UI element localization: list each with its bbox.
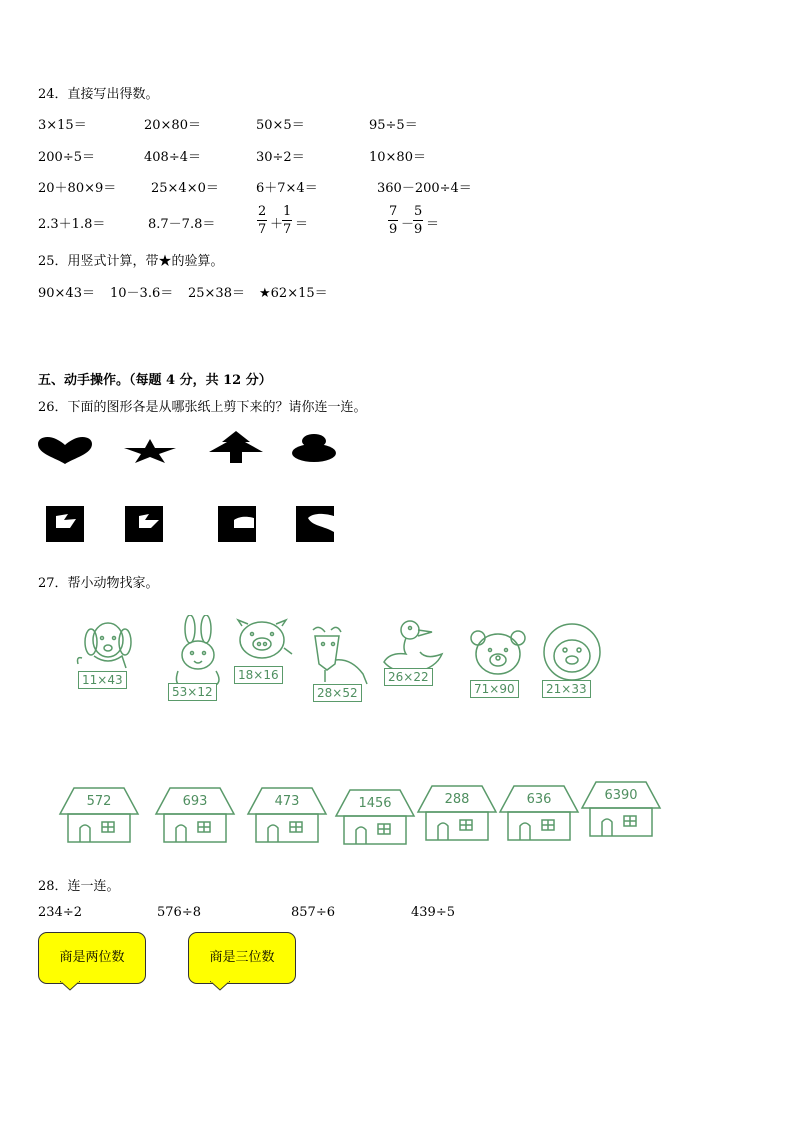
animal-pig: [232, 618, 296, 690]
animal-rabbit: [166, 615, 230, 705]
house-1: [58, 784, 140, 846]
animal-monkey: [538, 622, 608, 704]
numerator: 5: [414, 204, 423, 219]
animal-sign: 26×22: [384, 668, 433, 686]
animal-sign: 18×16: [234, 666, 283, 684]
animal-sign: 53×12: [168, 683, 217, 701]
equals-sign: ＝: [426, 217, 440, 232]
bubble-two-digit: 商是两位数: [38, 932, 146, 984]
q24-r1-c1: 3×15＝: [38, 118, 87, 133]
q25-item-1: 90×43＝: [38, 286, 95, 301]
denominator: 9: [414, 222, 423, 237]
q24-r3-c4: 360－200÷4＝: [377, 181, 472, 196]
q24-r2-c2: 408÷4＝: [144, 150, 201, 165]
cut-paper-2: [125, 506, 163, 542]
animal-goat: [305, 624, 377, 708]
numerator: 7: [389, 204, 398, 219]
bubble-tail-1: [60, 981, 80, 991]
q25-item-2: 10－3.6＝: [110, 286, 174, 301]
animal-sign: 21×33: [542, 680, 591, 698]
animal-sign: 11×43: [78, 671, 127, 689]
tree-icon: [209, 431, 263, 463]
cut-paper-3: [218, 506, 256, 542]
animal-sign: 28×52: [313, 684, 362, 702]
house-number: 572: [86, 794, 112, 809]
numerator: 2: [258, 204, 267, 219]
fraction-2-7: [257, 203, 267, 238]
q28-item-1: 234÷2: [38, 905, 82, 920]
denominator: 9: [389, 222, 398, 237]
q25-title: 25．用竖式计算，带★的验算。: [38, 254, 224, 269]
animal-sign: 71×90: [470, 680, 519, 698]
house-number: 693: [182, 794, 208, 809]
fraction-1-7: [282, 203, 292, 238]
q28-item-3: 857÷6: [291, 905, 335, 920]
cut-paper-1: [46, 506, 84, 542]
q24-r1-c2: 20×80＝: [144, 118, 201, 133]
house-2: [154, 784, 236, 846]
q24-r3-c1: 20＋80×9＝: [38, 181, 117, 196]
equals-sign: ＝: [295, 217, 309, 232]
cut-paper-4: [296, 506, 334, 542]
q24-r2-c1: 200÷5＝: [38, 150, 95, 165]
q28-item-4: 439÷5: [411, 905, 455, 920]
q25-item-4: ★62×15＝: [259, 286, 328, 301]
q25-item-3: 25×38＝: [188, 286, 245, 301]
house-4: [334, 786, 416, 848]
animal-duck: [380, 618, 448, 694]
q24-title: 24．直接写出得数。: [38, 87, 159, 102]
bubble-three-digit: 商是三位数: [188, 932, 296, 984]
animal-bear: [466, 628, 530, 704]
q28-title: 28．连一连。: [38, 879, 120, 894]
house-number: 288: [444, 792, 470, 807]
q24-r4-c1: 2.3＋1.8＝: [38, 217, 106, 232]
numerator: 1: [283, 204, 292, 219]
q24-r2-c3: 30÷2＝: [256, 150, 305, 165]
house-6: [498, 782, 580, 844]
q26-title: 26．下面的图形各是从哪张纸上剪下来的？请你连一连。: [38, 400, 367, 415]
q27-title: 27．帮小动物找家。: [38, 576, 159, 591]
q24-r3-c2: 25×4×0＝: [151, 181, 219, 196]
minus-sign: －: [401, 217, 415, 232]
heart-icon: [38, 436, 92, 464]
section-five-title: 五、动手操作。（每题 4 分，共 12 分）: [38, 373, 272, 388]
house-number: 6390: [604, 788, 638, 803]
q24-r1-c3: 50×5＝: [256, 118, 305, 133]
star-icon: [124, 439, 176, 463]
house-number: 473: [274, 794, 300, 809]
denominator: 7: [283, 222, 292, 237]
q24-r2-c4: 10×80＝: [369, 150, 426, 165]
house-number: 1456: [358, 796, 392, 811]
bubble-tail-2: [210, 981, 230, 991]
q28-item-2: 576÷8: [157, 905, 201, 920]
animal-dog: [74, 618, 142, 696]
house-3: [246, 784, 328, 846]
q24-r1-c4: 95÷5＝: [369, 118, 418, 133]
denominator: 7: [258, 222, 267, 237]
q24-r4-c2: 8.7－7.8＝: [148, 217, 216, 232]
plus-sign: ＋: [270, 217, 284, 232]
fraction-7-9: [388, 203, 398, 238]
house-number: 636: [526, 792, 552, 807]
fraction-5-9: [413, 203, 423, 238]
house-7: [580, 778, 662, 840]
cloud-icon: [292, 434, 336, 462]
house-5: [416, 782, 498, 844]
q24-r3-c3: 6＋7×4＝: [256, 181, 318, 196]
